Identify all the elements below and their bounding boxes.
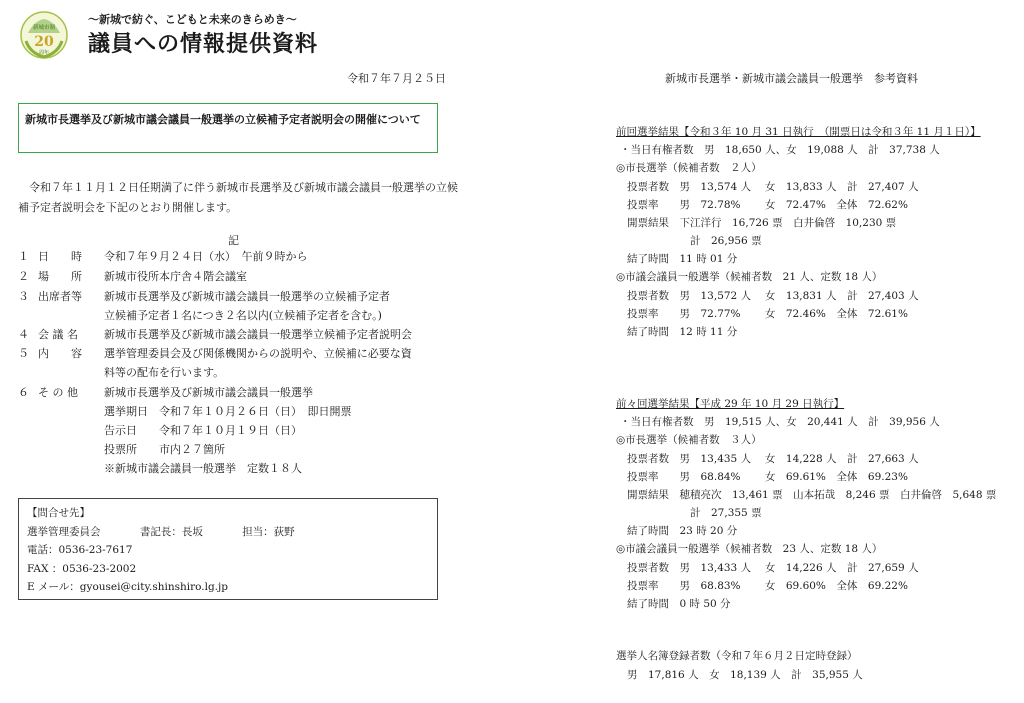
before-previous-council-votes: 投票者数 男 13,433 人 女 14,226 人 計 27,659 人 <box>627 562 919 574</box>
item-number: １ <box>18 250 29 263</box>
before-previous-mayor-total: 計 27,355 票 <box>690 507 762 519</box>
item-number: ５ <box>18 347 29 360</box>
slogan: ～新城で紡ぐ、こどもと未来のきらめき～ <box>88 13 297 26</box>
previous-council-heading: ◎市議会議員一般選挙（候補者数 21 人、定数 18 人） <box>616 271 883 283</box>
item-value-line4: 投票所 市内２７箇所 <box>104 443 225 456</box>
item-label: 場 所 <box>38 270 82 283</box>
logo-top-text: 新城市制 <box>32 25 56 31</box>
before-previous-heading: 前々回選挙結果【平成 29 年 10 月 29 日執行】 <box>616 398 845 410</box>
item-value: 令和７年９月２４日（水） 午前９時から <box>104 250 308 263</box>
contact-tel: 電話：0536-23-7617 <box>27 544 133 556</box>
previous-council-end: 結了時間 12 時 11 分 <box>627 326 738 338</box>
contact-org: 選挙管理委員会 <box>27 525 101 538</box>
item-number: ６ <box>18 386 29 399</box>
document-date: 令和７年７月２５日 <box>347 72 446 85</box>
contact-title: 【問合せ先】 <box>27 507 90 519</box>
item-label: 日 時 <box>38 250 82 263</box>
contact-org-row <box>27 524 429 543</box>
contact-email[interactable]: E メール：gyousei@city.shinshiro.lg.jp <box>27 581 228 593</box>
item-value: 新城市役所本庁舎４階会議室 <box>104 270 247 283</box>
item-value-line2: 立候補予定者１名につき２名以内(立候補予定者を含む。) <box>104 309 382 322</box>
previous-mayor-end: 結了時間 11 時 01 分 <box>627 253 738 265</box>
previous-council-votes: 投票者数 男 13,572 人 女 13,831 人 計 27,403 人 <box>627 290 919 302</box>
item-value: 新城市長選挙及び新城市議会議員一般選挙の立候補予定者 <box>104 290 390 303</box>
previous-voters: ・当日有権者数 男 18,650 人、女 19,088 人 計 37,738 人 <box>620 144 940 156</box>
before-previous-council-heading: ◎市議会議員一般選挙（候補者数 23 人、定数 18 人） <box>616 543 883 555</box>
item-label: 出席者等 <box>38 290 82 303</box>
reference-header: 新城市長選挙・新城市議会議員一般選挙 参考資料 <box>665 72 918 85</box>
item-value: 新城市長選挙及び新城市議会議員一般選挙立候補予定者説明会 <box>104 328 412 341</box>
city-20th-anniversary-logo <box>20 11 68 59</box>
item-number: ２ <box>18 270 29 283</box>
item-label: そ の 他 <box>38 386 78 399</box>
contact-fax: FAX ：0536-23-2002 <box>27 562 137 575</box>
contact-box <box>18 498 438 600</box>
item-value: 新城市長選挙及び新城市議会議員一般選挙 <box>104 386 313 399</box>
before-previous-voters: ・当日有権者数 男 19,515 人、女 20,441 人 計 39,956 人 <box>620 416 940 428</box>
subject-box: 新城市長選挙及び新城市議会議員一般選挙の立候補予定者説明会の開催について <box>18 103 438 153</box>
previous-mayor-heading: ◎市長選挙（候補者数 ２人） <box>616 162 762 174</box>
logo-number: 20 <box>34 34 54 50</box>
item-value: 選挙管理委員会及び関係機関からの説明や、立候補に必要な資 <box>104 347 412 360</box>
page-title: 議員への情報提供資料 <box>88 32 319 57</box>
previous-mayor-result: 開票結果 下江洋行 16,726 票 白井倫啓 10,230 票 <box>627 217 897 229</box>
before-previous-council-rate: 投票率 男 68.83% 女 69.60% 全体 69.22% <box>627 580 908 592</box>
logo-bottom-text: 周年 <box>38 50 50 56</box>
item-number: ４ <box>18 328 29 341</box>
previous-mayor-votes: 投票者数 男 13,574 人 女 13,833 人 計 27,407 人 <box>627 181 919 193</box>
previous-heading: 前回選挙結果【令和３年 10 月 31 日執行 （開票日は令和３年 11 月１日）】 <box>616 126 981 138</box>
contact-secretary: 書記長：長坂 <box>139 525 203 538</box>
registry-heading: 選挙人名簿登録者数（令和７年６月２日定時登録） <box>616 650 858 662</box>
before-previous-mayor-heading: ◎市長選挙（候補者数 ３人） <box>616 434 762 446</box>
intro-paragraph: 令和７年１１月１２日任期満了に伴う新城市長選挙及び新城市議会議員一般選挙の立候補予定者説明会を下記のとおり開催します。 <box>18 181 458 214</box>
before-previous-mayor-result: 開票結果 穂積亮次 13,461 票 山本拓哉 8,246 票 白井倫啓 5,648 票 <box>627 489 997 501</box>
item-value-line5: ※新城市議会議員一般選挙 定数１８人 <box>104 462 302 475</box>
before-previous-mayor-votes: 投票者数 男 13,435 人 女 14,228 人 計 27,663 人 <box>627 453 919 465</box>
previous-mayor-total: 計 26,956 票 <box>690 235 762 247</box>
items-list <box>18 248 458 475</box>
item-number: ３ <box>18 290 29 303</box>
previous-council-rate: 投票率 男 72.77% 女 72.46% 全体 72.61% <box>627 308 908 320</box>
item-value-line2: 選挙期日 令和７年１０月２６日（日） 即日開票 <box>104 405 352 418</box>
before-previous-mayor-end: 結了時間 23 時 20 分 <box>627 525 738 537</box>
previous-mayor-rate: 投票率 男 72.78% 女 72.47% 全体 72.62% <box>627 199 908 211</box>
ki-heading: 記 <box>228 234 239 247</box>
item-label: 内 容 <box>38 347 82 360</box>
item-value-line3: 告示日 令和７年１０月１９日（日） <box>104 424 302 437</box>
item-label: 会 議 名 <box>38 328 78 341</box>
before-previous-mayor-rate: 投票率 男 68.84% 女 69.61% 全体 69.23% <box>627 471 908 483</box>
item-value-line2: 料等の配布を行います。 <box>104 366 225 379</box>
contact-staff: 担当：荻野 <box>242 525 295 538</box>
before-previous-council-end: 結了時間 0 時 50 分 <box>627 598 731 610</box>
registry-counts: 男 17,816 人 女 18,139 人 計 35,955 人 <box>627 669 863 681</box>
